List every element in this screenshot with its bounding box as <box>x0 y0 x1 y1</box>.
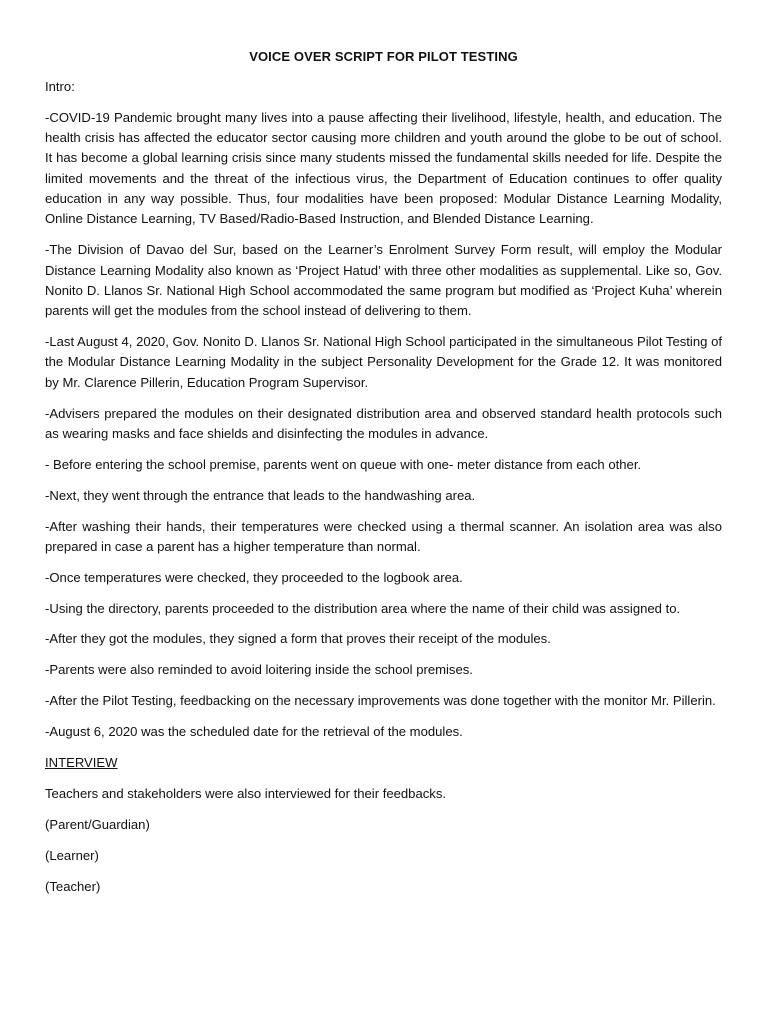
document-page <box>45 47 722 907</box>
interview-text: Teachers and stakeholders were also interviewed for their feedbacks. <box>45 785 447 801</box>
paragraph-feedbacking: -After the Pilot Testing, feedbacking on the necessary improvements was done together with the monitor Mr. Pillerin. <box>45 693 716 709</box>
paragraph-queue: - Before entering the school premise, parents went on queue with one- meter distance from each other. <box>45 456 642 472</box>
paragraph-logbook: -Once temperatures were checked, they proceeded to the logbook area. <box>45 569 463 585</box>
interviewee-learner: (Learner) <box>45 847 99 863</box>
paragraph-loitering: -Parents were also reminded to avoid loitering inside the school premises. <box>45 662 473 678</box>
interviewee-parent-guardian: (Parent/Guardian) <box>45 816 150 832</box>
paragraph-directory: -Using the directory, parents proceeded to the distribution area where the name of their child was assigned to. <box>45 600 681 616</box>
paragraph-signed-form: -After they got the modules, they signed a form that proves their receipt of the modules. <box>45 631 551 647</box>
document-title: VOICE OVER SCRIPT FOR PILOT TESTING <box>249 49 518 64</box>
paragraph-pilot-testing: -Last August 4, 2020, Gov. Nonito D. Llanos Sr. National High School participated in the simultaneous Pilot Testing of the Modular Distance Learning Modality in the subject Personality Development for the Grade 12. It was monitored by Mr. Clarence Pillerin, Education Program Supervisor. <box>45 334 722 390</box>
paragraph-handwashing: -Next, they went through the entrance that leads to the handwashing area. <box>45 487 476 503</box>
paragraph-covid: -COVID-19 Pandemic brought many lives into a pause affecting their livelihood, lifestyle, health, and education. The health crisis has affected the educator sector causing more children and youth around the globe to be out of school. It has become a global learning crisis since many students missed the fundamental skills needed for life. Despite the limited movements and the threat of the infectious virus, the Department of Education continues to offer quality education in any way possible. Thus, four modalities have been proposed: Modular Distance Learning Modality, Online Distance Learning, TV Based/Radio-Based Instruction, and Blended Distance Learning. <box>45 109 722 227</box>
interview-heading: INTERVIEW <box>45 755 118 771</box>
paragraph-advisers: -Advisers prepared the modules on their designated distribution area and observed standard health protocols such as wearing masks and face shields and disinfecting the modules in advance. <box>45 405 722 441</box>
paragraph-retrieval: -August 6, 2020 was the scheduled date for the retrieval of the modules. <box>45 724 463 740</box>
interviewee-teacher: (Teacher) <box>45 878 101 894</box>
paragraph-division: -The Division of Davao del Sur, based on the Learner’s Enrolment Survey Form result, will employ the Modular Distance Learning Modality also known as ‘Project Hatud’ with three other modalities as supplemental. Like so, Gov. Nonito D. Llanos Sr. National High School accommodated the same program but modified as ‘Project Kuha’ wherein parents will get the modules from the school instead of delivering to them. <box>45 242 722 319</box>
paragraph-temperature: -After washing their hands, their temperatures were checked using a thermal scanner. An isolation area was also prepared in case a parent has a higher temperature than normal. <box>45 518 722 554</box>
intro-label: Intro: <box>45 79 75 94</box>
